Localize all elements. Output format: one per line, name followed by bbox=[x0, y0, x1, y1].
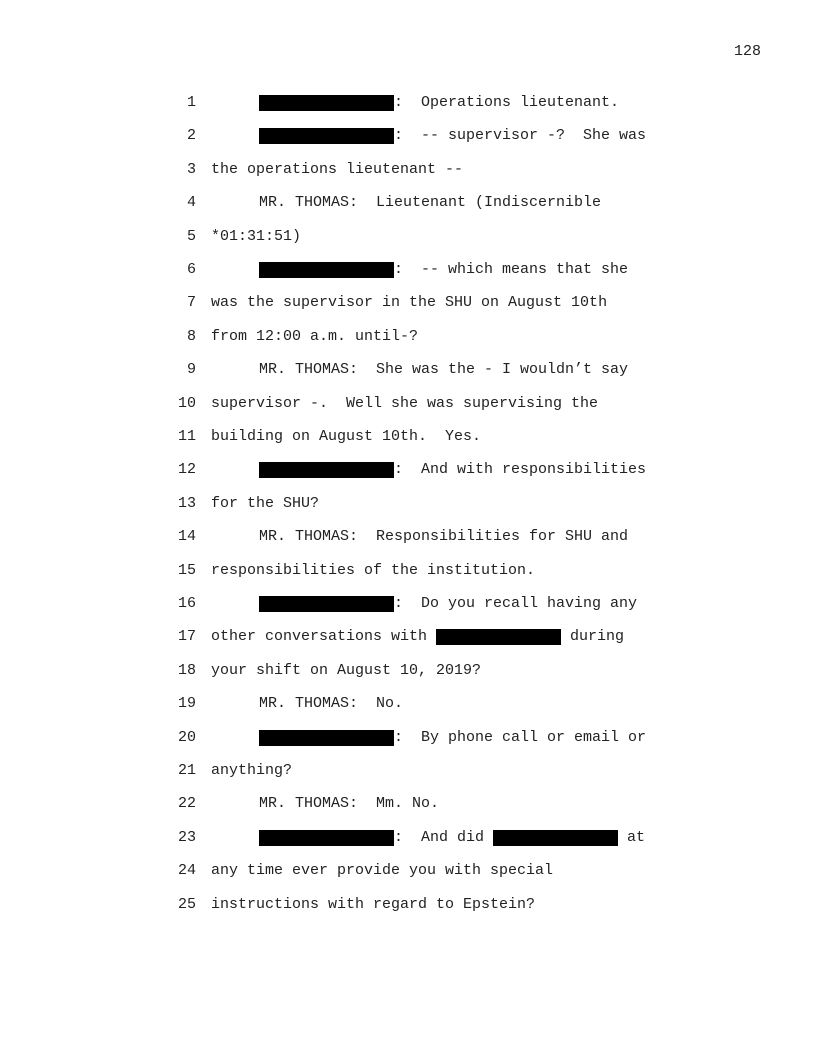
line-text bbox=[211, 828, 645, 848]
transcript-line bbox=[0, 293, 816, 313]
page-number: 128 bbox=[734, 43, 762, 60]
redaction-box bbox=[259, 830, 394, 846]
transcript-line bbox=[0, 327, 816, 347]
transcript-line bbox=[0, 126, 816, 146]
transcript-line bbox=[0, 460, 816, 480]
line-text bbox=[211, 327, 418, 347]
transcript-line bbox=[0, 160, 816, 180]
transcript-line bbox=[0, 694, 816, 714]
line-number: 18 bbox=[177, 661, 196, 679]
line-text bbox=[211, 661, 481, 681]
line-number: 15 bbox=[177, 561, 196, 579]
line-number: 17 bbox=[177, 628, 196, 646]
line-content: instructions with regard to Epstein? bbox=[211, 895, 536, 913]
transcript-line bbox=[0, 93, 816, 113]
line-text bbox=[211, 394, 598, 414]
line-content: MR. THOMAS: Responsibilities for SHU and bbox=[259, 528, 629, 546]
line-text bbox=[211, 494, 319, 514]
transcript-line bbox=[0, 895, 816, 915]
transcript-line bbox=[0, 761, 816, 781]
transcript-line bbox=[0, 861, 816, 881]
line-text bbox=[211, 227, 301, 247]
transcript-line bbox=[0, 527, 816, 547]
transcript-line bbox=[0, 794, 816, 814]
line-content: : -- which means that she bbox=[394, 261, 629, 278]
redaction-box bbox=[436, 629, 561, 645]
redaction-box bbox=[259, 95, 394, 111]
transcript-line bbox=[0, 394, 816, 414]
line-text bbox=[211, 360, 628, 380]
line-text bbox=[211, 694, 403, 714]
line-number: 5 bbox=[186, 227, 196, 245]
transcript-line bbox=[0, 227, 816, 247]
line-text bbox=[211, 427, 481, 447]
line-text bbox=[211, 126, 646, 146]
line-number: 9 bbox=[186, 361, 196, 379]
line-number: 22 bbox=[177, 795, 196, 813]
line-number: 11 bbox=[177, 428, 196, 445]
line-text bbox=[211, 561, 535, 581]
line-content: was the supervisor in the SHU on August 10th bbox=[211, 294, 608, 312]
line-number: 2 bbox=[186, 127, 196, 145]
line-content: : Do you recall having any bbox=[394, 595, 638, 612]
line-content: responsibilities of the institution. bbox=[211, 561, 536, 579]
line-text bbox=[211, 460, 646, 480]
line-number: 8 bbox=[186, 327, 196, 345]
line-content: for the SHU? bbox=[211, 494, 320, 512]
transcript-line bbox=[0, 193, 816, 213]
line-content: during bbox=[570, 628, 625, 646]
redaction-box bbox=[493, 830, 618, 846]
line-text bbox=[211, 728, 646, 748]
line-text bbox=[211, 895, 535, 915]
line-content: other conversations with bbox=[211, 628, 428, 646]
redaction-box bbox=[259, 730, 394, 746]
transcript-line bbox=[0, 494, 816, 514]
transcript-line bbox=[0, 627, 816, 647]
line-number: 25 bbox=[177, 895, 196, 913]
redaction-box bbox=[259, 462, 394, 478]
line-content: MR. THOMAS: No. bbox=[259, 695, 404, 713]
line-text bbox=[211, 794, 439, 814]
line-text bbox=[211, 160, 463, 180]
transcript-line bbox=[0, 661, 816, 681]
redaction-box bbox=[259, 262, 394, 278]
line-number: 23 bbox=[177, 828, 196, 846]
line-text bbox=[211, 761, 292, 781]
line-number: 1 bbox=[186, 94, 196, 111]
line-text bbox=[211, 627, 624, 647]
line-content: anything? bbox=[211, 762, 293, 779]
line-number: 16 bbox=[177, 595, 196, 612]
line-number: 6 bbox=[186, 261, 196, 278]
line-content: : And did bbox=[394, 828, 485, 846]
line-text bbox=[211, 861, 553, 881]
line-content: building on August 10th. Yes. bbox=[211, 428, 482, 445]
line-text bbox=[211, 260, 628, 280]
line-content: MR. THOMAS: Lieutenant (Indiscernible bbox=[259, 194, 602, 212]
line-number: 3 bbox=[186, 160, 196, 178]
line-content: at bbox=[627, 828, 646, 846]
line-content: MR. THOMAS: Mm. No. bbox=[259, 795, 440, 813]
line-number: 24 bbox=[177, 862, 196, 880]
line-number: 4 bbox=[186, 194, 196, 212]
line-number: 21 bbox=[177, 762, 196, 779]
transcript-line bbox=[0, 594, 816, 614]
line-number: 19 bbox=[177, 695, 196, 713]
transcript-line bbox=[0, 360, 816, 380]
line-text bbox=[211, 193, 601, 213]
line-number: 12 bbox=[177, 461, 196, 479]
line-number: 13 bbox=[177, 494, 196, 512]
line-content: supervisor -. Well she was supervising the bbox=[211, 394, 599, 412]
line-text bbox=[211, 293, 607, 313]
line-content: : -- supervisor -? She was bbox=[394, 127, 647, 145]
line-number: 10 bbox=[177, 394, 196, 412]
line-number: 20 bbox=[177, 728, 196, 746]
redaction-box bbox=[259, 128, 394, 144]
line-text bbox=[211, 527, 628, 547]
line-content: your shift on August 10, 2019? bbox=[211, 661, 482, 679]
line-text bbox=[211, 93, 619, 113]
line-content: : By phone call or email or bbox=[394, 728, 647, 746]
line-number: 14 bbox=[177, 528, 196, 546]
transcript-line bbox=[0, 828, 816, 848]
line-content: the operations lieutenant -- bbox=[211, 160, 464, 178]
transcript-line bbox=[0, 427, 816, 447]
transcript-line bbox=[0, 728, 816, 748]
line-content: : Operations lieutenant. bbox=[394, 94, 620, 111]
line-content: *01:31:51) bbox=[211, 227, 302, 245]
line-text bbox=[211, 594, 637, 614]
line-content: MR. THOMAS: She was the - I wouldn’t say bbox=[259, 361, 629, 379]
line-content: : And with responsibilities bbox=[394, 461, 647, 479]
line-number: 7 bbox=[186, 294, 196, 312]
transcript-line bbox=[0, 561, 816, 581]
redaction-box bbox=[259, 596, 394, 612]
transcript-line bbox=[0, 260, 816, 280]
line-content: any time ever provide you with special bbox=[211, 862, 554, 880]
line-content: from 12:00 a.m. until-? bbox=[211, 327, 419, 345]
